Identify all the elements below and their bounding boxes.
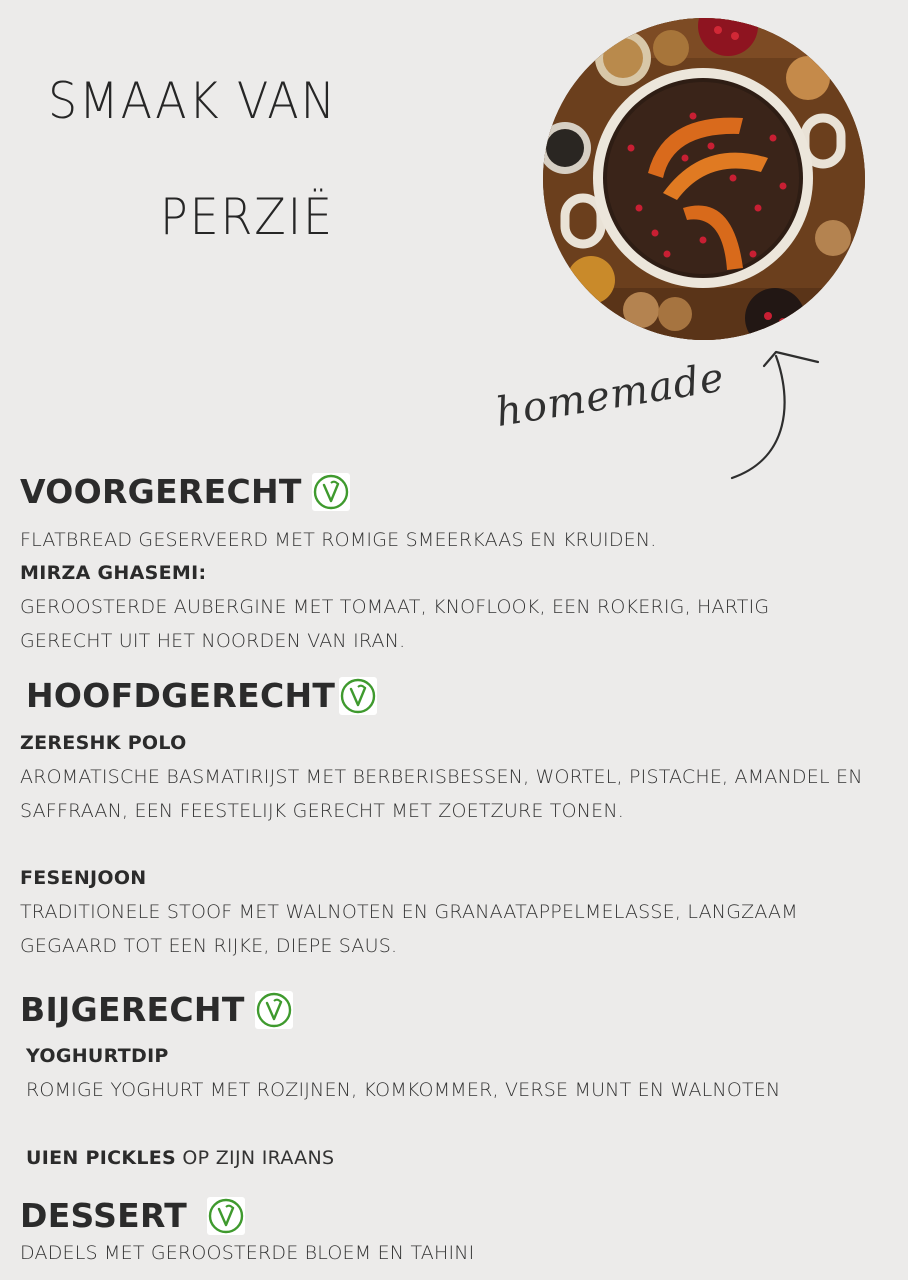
vegetarian-v-icon [207,1197,245,1235]
item-desc-yoghurtdip: ROMIGE YOGHURT MET ROZIJNEN, KOMKOMMER, VERSE MUNT EN WALNOTEN [26,1079,781,1101]
item-desc-fesenjoon: TRADITIONELE STOOF MET WALNOTEN EN GRANAATAPPELMELASSE, LANGZAAM GEGAARD TOT EEN RIJKE, DIEPE SAUS. [20,901,798,957]
menu-title-line-1: SMAAK VAN [48,72,337,130]
menu-title-line-2: PERZIË [160,188,334,246]
item-title-mirza-ghasemi: MIRZA GHASEMI: [20,562,207,584]
item-desc-uien-pickles: OP ZIJN IRAANS [176,1147,335,1169]
section-bijgerecht [20,990,293,1029]
homemade-tagline: homemade [492,354,728,436]
section-heading: HOOFDGERECHT [26,676,336,715]
item-desc-mirza-ghasemi: GEROOSTERDE AUBERGINE MET TOMAAT, KNOFLOOK, EEN ROKERIG, HARTIG GERECHT UIT HET NOORDEN VAN IRAN. [20,596,770,652]
vegetarian-v-icon [312,473,350,511]
section-heading: BIJGERECHT [20,990,245,1029]
item-title-yoghurtdip: YOGHURTDIP [26,1045,169,1067]
item-title-fesenjoon: FESENJOON [20,867,147,889]
curved-arrow-icon [720,340,830,490]
item-desc-dessert: DADELS MET GEROOSTERDE BLOEM EN TAHINI [20,1242,475,1264]
dish-photo [543,18,865,340]
item-uien-pickles [26,1147,334,1169]
section-heading: DESSERT [20,1196,188,1235]
item-title-uien-pickles: UIEN PICKLES [26,1147,177,1169]
item-title-zereshk-polo: ZERESHK POLO [20,732,187,754]
section-dessert [20,1196,245,1235]
vegetarian-v-icon [255,991,293,1029]
item-desc-zereshk-polo: AROMATISCHE BASMATIRIJST MET BERBERISBESSEN, WORTEL, PISTACHE, AMANDEL EN SAFFRAAN, EEN FEESTELIJK GERECHT MET ZOETZURE TONEN. [20,766,863,822]
voorgerecht-description: FLATBREAD GESERVEERD MET ROMIGE SMEERKAAS EN KRUIDEN. [20,529,657,551]
vegetarian-v-icon [339,677,377,715]
section-hoofdgerecht [26,676,377,715]
section-heading: VOORGERECHT [20,472,302,511]
section-voorgerecht [20,472,350,511]
